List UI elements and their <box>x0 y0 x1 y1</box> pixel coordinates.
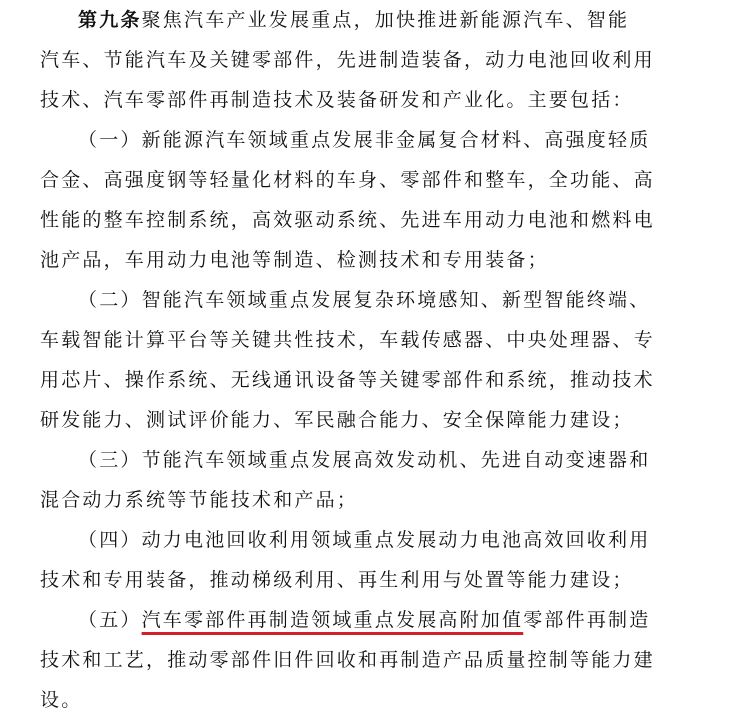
item-4 <box>40 520 720 600</box>
item-5-prefix: （五） <box>78 609 142 631</box>
article-9-line-1 <box>40 0 720 40</box>
item-1-line-4: 池产品，车用动力电池等制造、检测技术和专用装备； <box>40 249 549 271</box>
article-text: 聚焦汽车产业发展重点，加快推进新能源汽车、智能 <box>141 9 630 31</box>
item-4-line-1: （四）动力电池回收利用领域重点发展动力电池高效回收利用 <box>78 529 651 551</box>
item-1-line-2: 合金、高强度钢等轻量化材料的车身、零部件和整车，全功能、高 <box>40 169 655 191</box>
item-2-line-1: （二）智能汽车领域重点发展复杂环境感知、新型智能终端、 <box>78 289 651 311</box>
item-2-line-4: 研发能力、测试评价能力、军民融合能力、安全保障能力建设； <box>40 409 634 431</box>
item-5-line-1 <box>40 600 720 640</box>
item-3-line-1: （三）节能汽车领域重点发展高效发动机、先进自动变速器和 <box>78 449 651 471</box>
article-label: 第九条 <box>78 9 142 31</box>
article-9 <box>40 0 720 120</box>
item-5-line-3: 设。 <box>40 689 83 711</box>
article-9-line-3: 技术、汽车零部件再制造技术及装备研发和产业化。主要包括： <box>40 89 634 111</box>
item-5-first-line-rest: 零部件再制造 <box>523 609 651 631</box>
item-2-line-3: 用芯片、操作系统、无线通讯设备等关键零部件和系统，推动技术 <box>40 369 655 391</box>
item-2 <box>40 280 720 440</box>
item-5-line-2: 技术和工艺，推动零部件旧件回收和再制造产品质量控制等能力建 <box>40 649 655 671</box>
item-4-line-2: 技术和专用装备，推动梯级利用、再生利用与处置等能力建设； <box>40 569 634 591</box>
item-3-line-2: 混合动力系统等节能技术和产品； <box>40 489 359 511</box>
item-1 <box>40 120 720 280</box>
item-2-line-2: 车载智能计算平台等关键共性技术，车载传感器、中央处理器、专 <box>40 329 655 351</box>
item-5 <box>40 600 720 720</box>
document-page <box>40 0 720 712</box>
item-3 <box>40 440 720 520</box>
item-5-underlined-text: 汽车零部件再制造领域重点发展高附加值 <box>141 609 524 631</box>
article-9-line-2: 汽车、节能汽车及关键零部件，先进制造装备，动力电池回收利用 <box>40 49 655 71</box>
item-1-line-3: 性能的整车控制系统，高效驱动系统、先进车用动力电池和燃料电 <box>40 209 655 231</box>
item-1-line-1: （一）新能源汽车领域重点发展非金属复合材料、高强度轻质 <box>78 129 651 151</box>
